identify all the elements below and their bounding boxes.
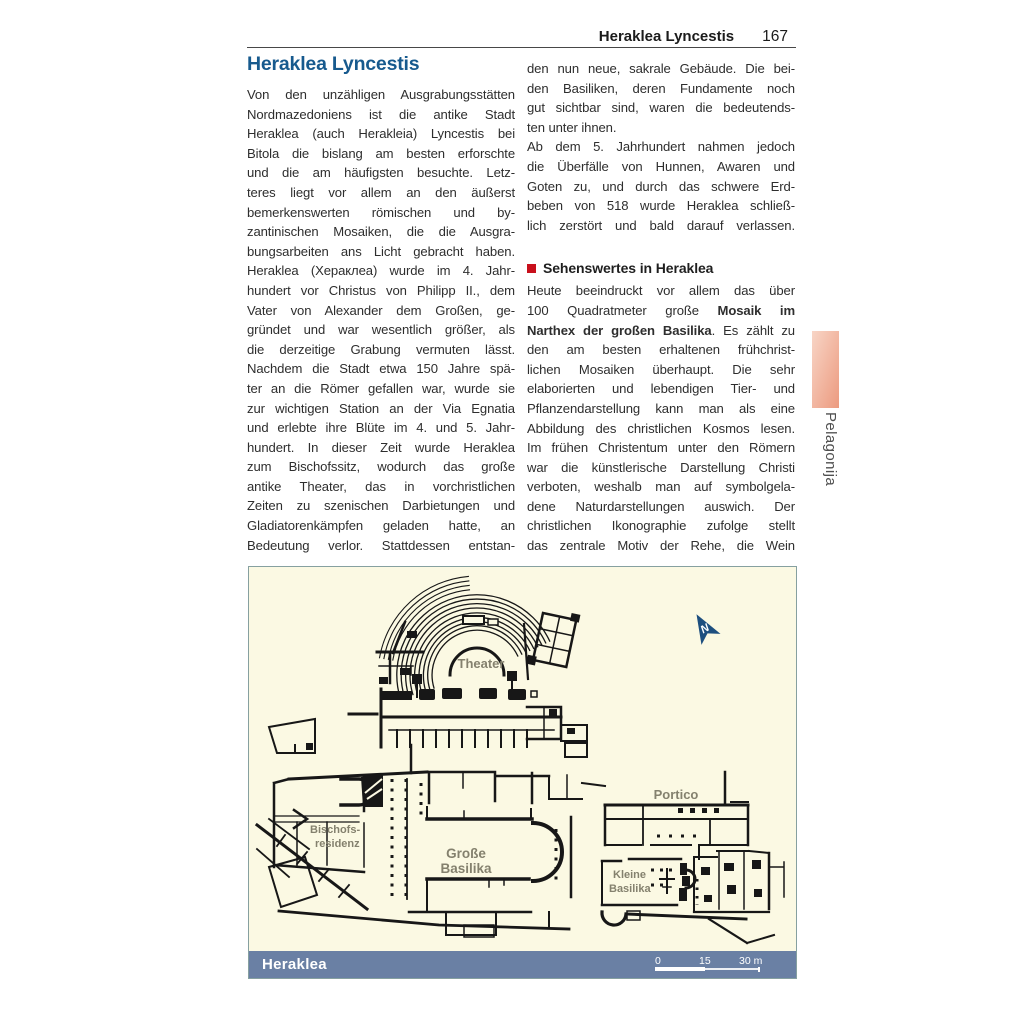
text-line: Nordmazedoniens ist die antike Stadt bbox=[247, 106, 515, 122]
text-line: den am besten erhaltenen frühchrist- bbox=[527, 342, 795, 358]
text-line: Bitola die bislang am besten erforschte bbox=[247, 145, 515, 161]
text-line: Bedeutung verlor. Stattdessen entstan- bbox=[247, 537, 515, 553]
text-line: ter an die Römer gefallen war, wurde sie bbox=[247, 380, 515, 396]
text-line: Ab dem 5. Jahrhundert nahmen jedoch bbox=[527, 139, 795, 155]
text-line: den Basiliken, deren Fundamente noch bbox=[527, 80, 795, 96]
text-line: war die künstlerische Darstellung Christi bbox=[527, 459, 795, 475]
text-line: Narthex der großen Basilika. Es zählt zu bbox=[527, 322, 795, 338]
text-line: hundert. In dieser Zeit wurde Heraklea bbox=[247, 439, 515, 455]
text-column-right bbox=[527, 59, 795, 556]
text-line: Von den unzähligen Ausgrabungsstätten bbox=[247, 87, 515, 102]
bishops-residence bbox=[274, 773, 383, 872]
text-line: zum Bischofssitz, wodurch das große bbox=[247, 459, 515, 475]
text-line: Nachdem die Stadt etwa 150 Jahre spä- bbox=[247, 361, 515, 377]
text-line: und erlebte ihre Blüte im 4. und 5. Jahr- bbox=[247, 420, 515, 436]
north-arrow-icon bbox=[687, 609, 721, 645]
stage-building bbox=[269, 688, 587, 773]
map-label-theater: Theater bbox=[457, 656, 505, 671]
text-line: dene Naturdarstellungen auswich. Der bbox=[527, 498, 795, 514]
paragraph-history bbox=[527, 137, 795, 235]
text-column-left bbox=[247, 85, 515, 555]
text-line: die Überfälle von Hunnen, Awaren und bbox=[527, 158, 795, 174]
chapter-tab-marker bbox=[812, 331, 839, 408]
text-line: Heraklea (Хераклеа) wurde im 4. Jahr- bbox=[247, 263, 515, 279]
text-line: das zentrale Motiv der Rehe, die Wein bbox=[527, 538, 795, 554]
map-label-bischofsresidenz-1: Bischofs- bbox=[310, 824, 361, 836]
map-caption-title: Heraklea bbox=[262, 956, 327, 973]
text-line: gut sichtbar sind, waren die bedeutends- bbox=[527, 100, 795, 116]
portico-building bbox=[605, 772, 748, 845]
map-label-bischofsresidenz-2: residenz bbox=[315, 838, 360, 850]
scale-end: 30 m bbox=[739, 955, 763, 967]
site-plan-drawing bbox=[249, 567, 796, 951]
eastern-rooms bbox=[694, 851, 784, 912]
text-line: bungsarbeiten ans Licht gebracht haben. bbox=[247, 243, 515, 259]
text-line: christlichen Ikonographie zufolge stellt bbox=[527, 518, 795, 534]
narthex-colonnades bbox=[392, 779, 421, 899]
map-label-kleine-basilika-1: Kleine bbox=[613, 869, 647, 881]
text-line: bemerkenswerten römischen und by- bbox=[247, 204, 515, 220]
text-line: Vater von Alexander dem Großen, ge- bbox=[247, 302, 515, 318]
chapter-tab-label: Pelagonija bbox=[822, 412, 839, 487]
text-line: ten unter ihnen. bbox=[527, 119, 617, 135]
map-scale-bar bbox=[653, 954, 778, 976]
text-line: den nun neue, sakrale Gebäude. Die bei- bbox=[527, 61, 795, 76]
paragraph-sights bbox=[527, 281, 795, 555]
map-label-grosse-basilika-2: Basilika bbox=[440, 861, 492, 876]
text-line: Abbildung des christlichen Kosmos lesen. bbox=[527, 420, 795, 436]
scale-mid: 15 bbox=[699, 955, 711, 967]
lower-complex-north-walls bbox=[289, 772, 605, 803]
section-heading-text: Sehenswertes in Heraklea bbox=[543, 260, 714, 277]
section-heading bbox=[527, 258, 795, 278]
text-line: zur wichtigen Station an der Via Egnatia bbox=[247, 400, 515, 416]
site-map bbox=[248, 566, 797, 979]
text-line: 100 Quadratmeter große Mosaik im bbox=[527, 302, 795, 318]
map-label-portico: Portico bbox=[653, 787, 699, 802]
scale-start: 0 bbox=[655, 955, 661, 967]
southern-walls bbox=[549, 911, 774, 943]
text-line: hundert vor Christus von Philipp II., dem bbox=[247, 282, 515, 298]
map-label-kleine-basilika-2: Basilika bbox=[609, 883, 651, 895]
text-line: lichen Mosaiken überhaupt. Die sehr bbox=[527, 361, 795, 377]
text-line: lich zerstört und bald darauf verlassen. bbox=[527, 217, 795, 233]
text-line: Gladiatorenkämpfen geladen hatte, an bbox=[247, 518, 515, 534]
text-line: beben von 518 wurde Heraklea schließ- bbox=[527, 198, 795, 214]
text-line: zantinischen Mosaiken, die die Ausgra- bbox=[247, 224, 515, 240]
article-title: Heraklea Lyncestis bbox=[247, 53, 420, 75]
text-line: antike Theater, das in vorchristlichen bbox=[247, 478, 515, 494]
header-rule bbox=[247, 47, 796, 48]
running-header bbox=[247, 28, 796, 46]
text-line: teres liegt vor allem an den äußerst bbox=[247, 184, 515, 200]
text-line: verboten, weshalb man auf symbolgela- bbox=[527, 479, 795, 495]
text-line: Goten zu, und durch das schwere Erd- bbox=[527, 178, 795, 194]
text-line: Heraklea (auch Herakleia) Lyncestis bei bbox=[247, 126, 515, 142]
north-arrow-letter: N bbox=[698, 621, 712, 637]
text-line: die derzeitige Grabung vermuten lässt. bbox=[247, 341, 515, 357]
red-square-bullet-icon bbox=[527, 264, 536, 273]
map-caption-bar bbox=[249, 951, 796, 978]
text-line: gründet und war wesentlich größer, als bbox=[247, 322, 515, 338]
text-line: Heute beeindruckt vor allem das über bbox=[527, 283, 795, 299]
text-line: Im frühen Christentum unter den Römern bbox=[527, 440, 795, 456]
text-line: elaborierten und lebendigen Tier- und bbox=[527, 381, 795, 397]
map-label-grosse-basilika-1: Große bbox=[446, 846, 486, 861]
text-line: Pflanzendarstellung kann man als eine bbox=[527, 400, 795, 416]
page-number: 167 bbox=[762, 28, 788, 45]
running-header-title: Heraklea Lyncestis bbox=[598, 28, 735, 45]
text-line: und die am häufigsten besuchte. Letz- bbox=[247, 165, 515, 181]
text-line: Zeiten zu szenischen Darbietungen und bbox=[247, 498, 515, 514]
paragraph-continuation bbox=[527, 59, 795, 137]
